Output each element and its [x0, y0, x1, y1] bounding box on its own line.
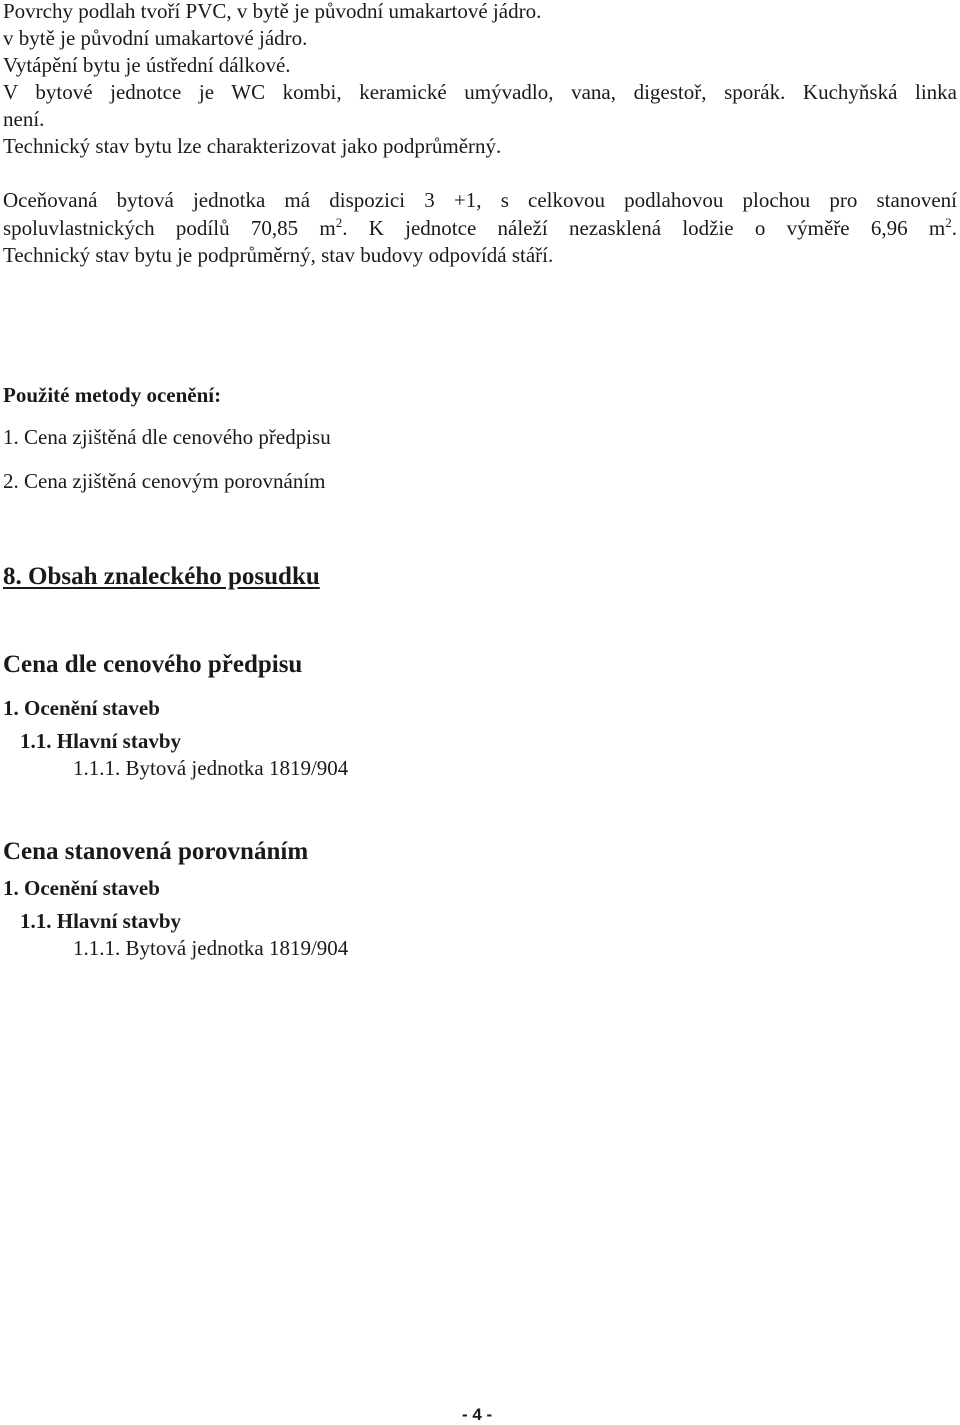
toc-level-3: 1.1.1. Bytová jednotka 1819/904 — [73, 756, 349, 780]
intro-line: V bytové jednotce je WC kombi, keramické umývadlo, vana, digestoř, sporák. Kuchyňská linka — [3, 80, 957, 104]
intro-line: Vytápění bytu je ústřední dálkové. — [3, 53, 291, 77]
intro-paragraph — [3, 0, 957, 160]
intro-line: Povrchy podlah tvoří PVC, v bytě je původní umakartové jádro. — [3, 0, 542, 23]
toc-level-3: 1.1.1. Bytová jednotka 1819/904 — [73, 936, 349, 960]
description-line: spoluvlastnických podílů 70,85 $m^2$. K jednotce náleží nezasklená lodžie o výměře 6,96 $m^2$. — [3, 214, 957, 240]
description-line: Oceňovaná bytová jednotka má dispozici 3 +1, s celkovou podlahovou plochou pro stanovení — [3, 188, 957, 212]
method-item: 2. Cena zjištěná cenovým porovnáním — [3, 469, 326, 493]
toc-level-1: 1. Ocenění staveb — [3, 696, 160, 720]
intro-line: v bytě je původní umakartové jádro. — [3, 26, 308, 50]
page-number: - 4 - — [462, 1405, 493, 1424]
section-title: Cena dle cenového předpisu — [3, 651, 303, 678]
toc-level-1: 1. Ocenění staveb — [3, 876, 160, 900]
intro-line: Technický stav bytu lze charakterizovat jako podprůměrný. — [3, 134, 502, 158]
description-paragraph — [3, 187, 957, 270]
methods-heading: Použité metody ocenění: — [3, 383, 222, 407]
toc-level-2: 1.1. Hlavní stavby — [20, 909, 182, 933]
section-title: Cena stanovená porovnáním — [3, 838, 309, 865]
description-line: Technický stav bytu je podprůměrný, stav budovy odpovídá stáří. — [3, 243, 554, 267]
method-item: 1. Cena zjištěná dle cenového předpisu — [3, 425, 331, 449]
toc-level-2: 1.1. Hlavní stavby — [20, 729, 182, 753]
contents-heading: 8. Obsah znaleckého posudku — [3, 563, 320, 590]
intro-line: není. — [3, 107, 45, 131]
